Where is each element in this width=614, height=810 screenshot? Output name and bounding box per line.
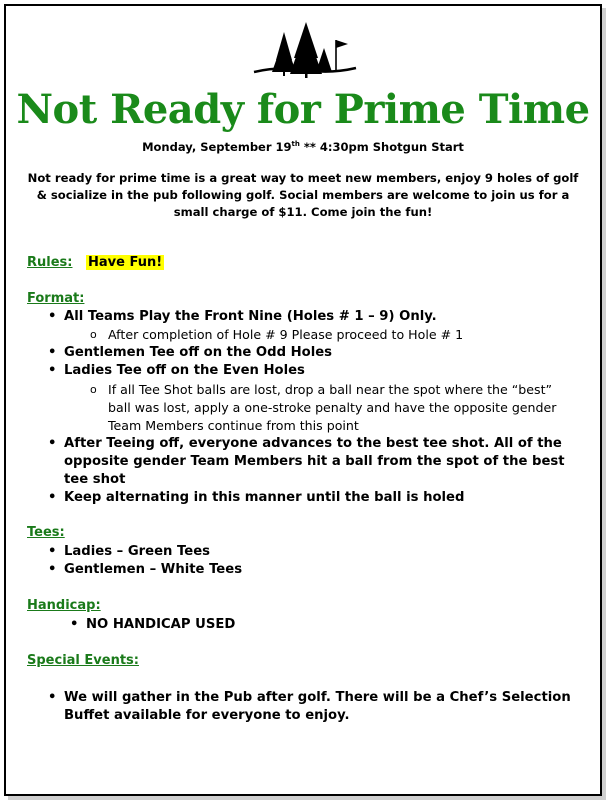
format-bullet-3: • Ladies Tee off on the Even Holes [64,362,305,380]
format-sub-bullet-2-line3: Team Members continue from this point [108,418,359,433]
special-events-bullet-1: • We will gather in the Pub after golf. There will be a Chef’s Selection [64,689,571,707]
format-sub-bullet-2-line2: ball was lost, apply a one-stroke penalty and have the opposite gender [108,400,557,415]
intro-paragraph: Not ready for prime time is a great way to meet new members, enjoy 9 holes of golf & socialize in the pub following golf. Social members are welcome to join us for a small charge of $11. Come join the fun! [27,171,579,219]
event-date: Monday, September 19th ** 4:30pm Shotgun Start [142,140,464,154]
flyer-page [4,4,602,796]
pine-trees-golf-flag-icon [250,20,360,84]
page-title: Not Ready for Prime Time [16,86,590,133]
special-events-bullet-1-line2: Buffet available for everyone to enjoy. [64,708,350,723]
tees-heading: Tees: [27,525,65,540]
handicap-heading: Handicap: [27,598,101,613]
format-bullet-5: • Keep alternating in this manner until the ball is holed [64,489,464,507]
special-events-heading: Special Events: [27,653,139,668]
format-bullet-4: • After Teeing off, everyone advances to the best tee shot. All of the [64,435,562,453]
rules-highlight: Have Fun! [88,255,163,270]
format-bullet-1: • All Teams Play the Front Nine (Holes # 1 – 9) Only. [64,308,437,326]
format-bullet-2: • Gentlemen Tee off on the Odd Holes [64,344,332,362]
format-bullet-4-line2: opposite gender Team Members hit a ball from the spot of the best [64,454,565,469]
tees-bullet-2: • Gentlemen – White Tees [64,561,242,579]
handicap-bullet-1: • NO HANDICAP USED [86,616,235,634]
format-sub-bullet-1: o After completion of Hole # 9 Please proceed to Hole # 1 [108,326,463,344]
format-heading: Format: [27,291,85,306]
format-bullet-4-line3: tee shot [64,472,126,487]
tees-bullet-1: • Ladies – Green Tees [64,543,210,561]
format-sub-bullet-2: o If all Tee Shot balls are lost, drop a ball near the spot where the “best” [108,381,552,399]
rules-heading: Rules: [27,255,73,270]
